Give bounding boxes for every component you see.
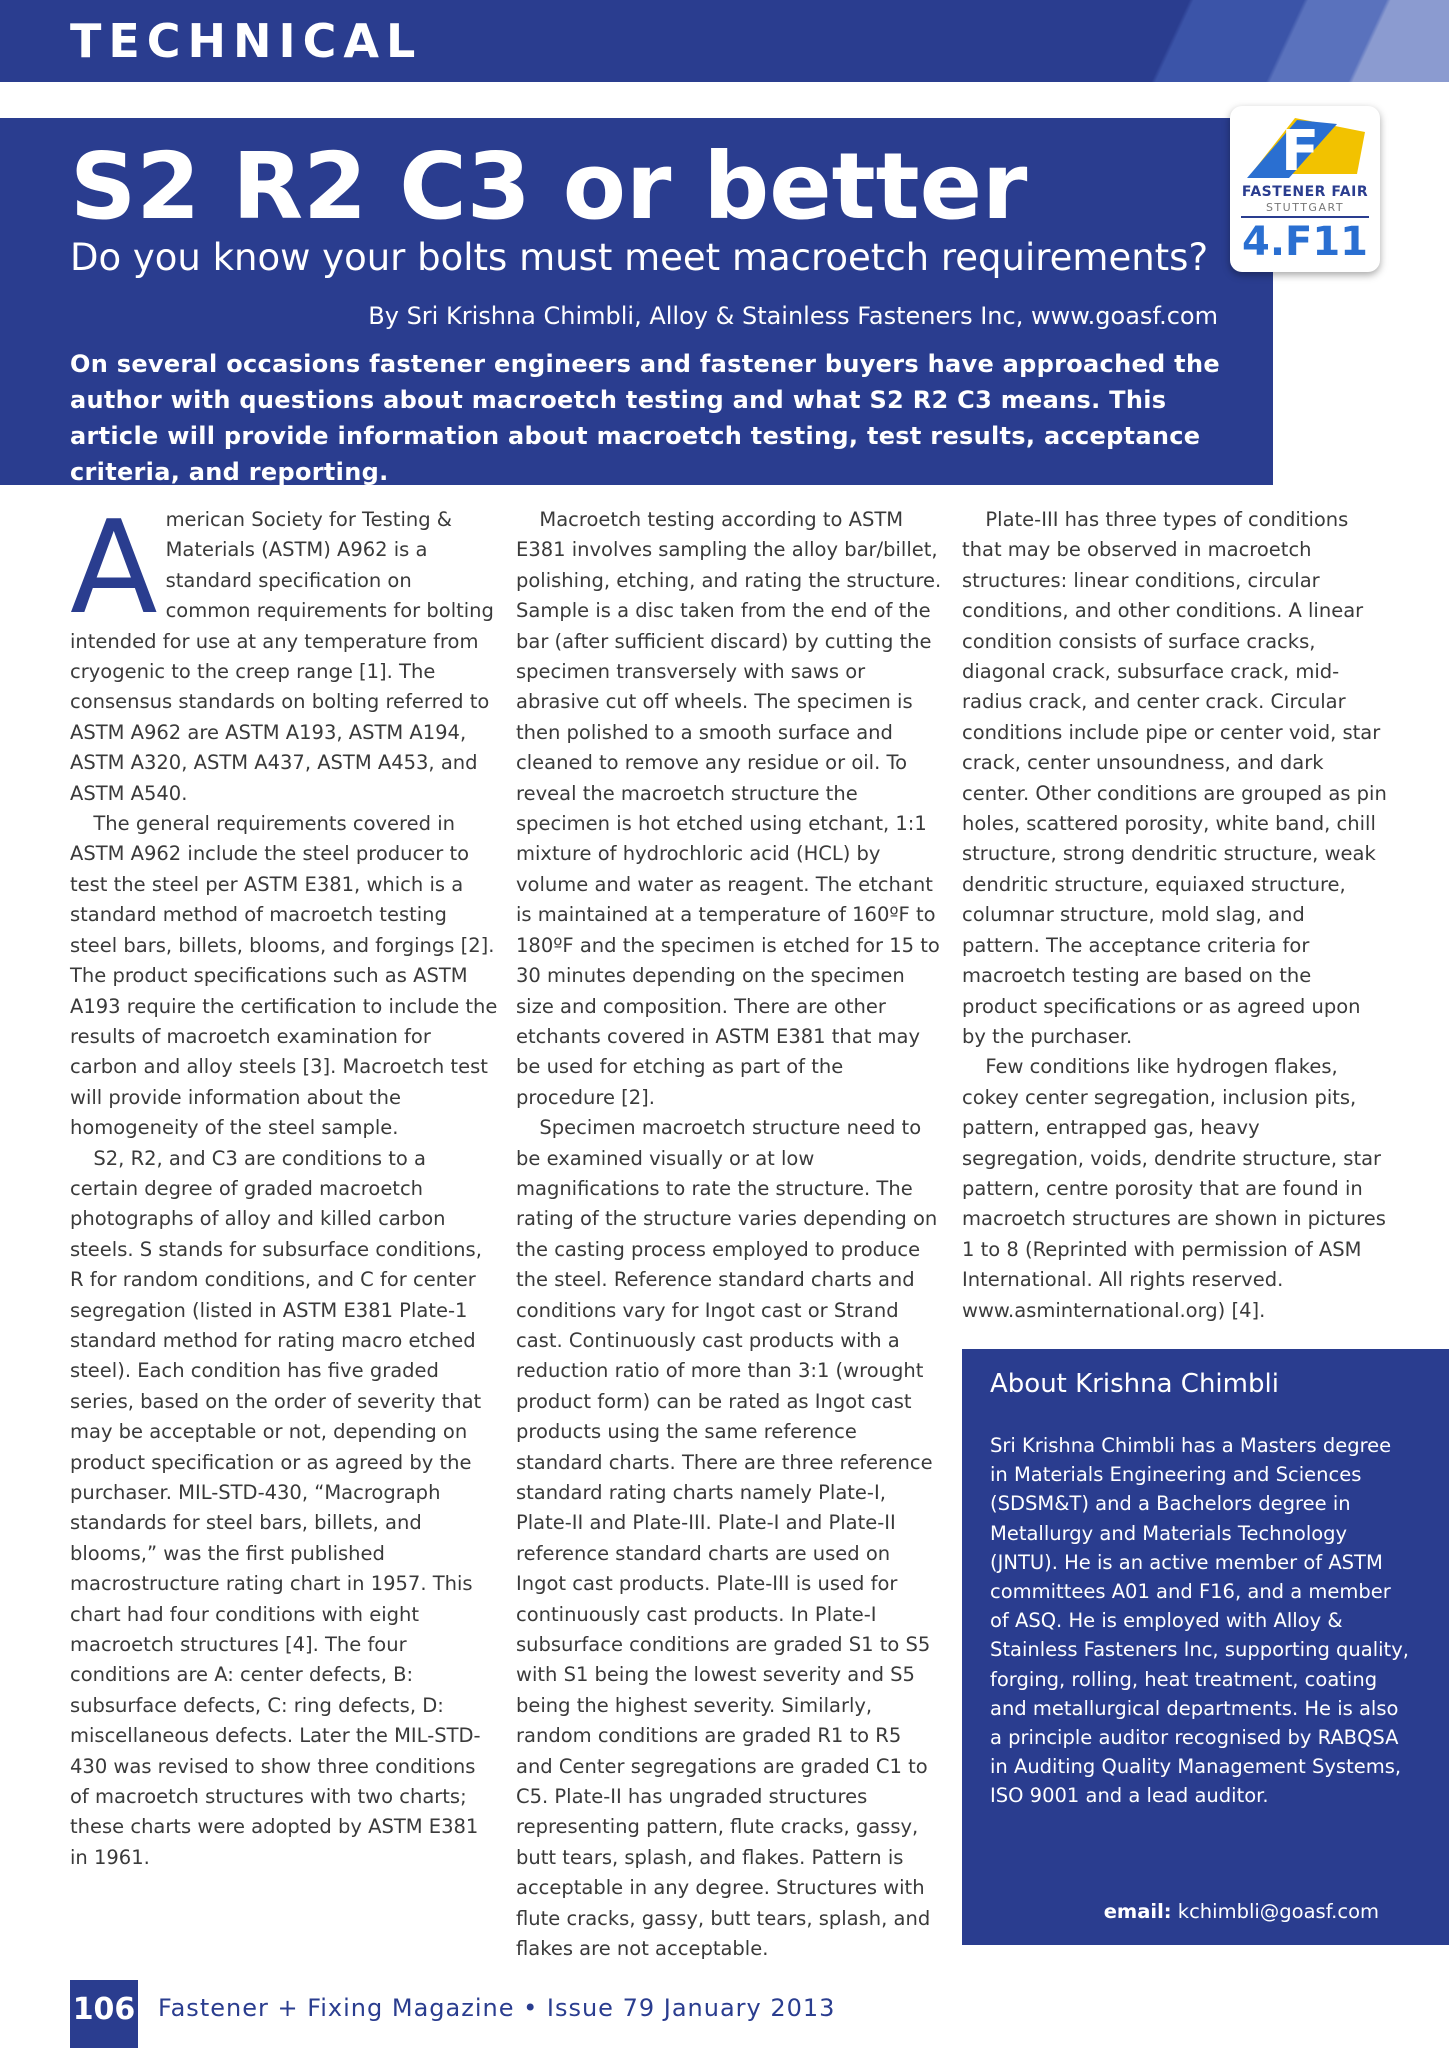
about-title: About Krishna Chimbli	[990, 1369, 1279, 1399]
paragraph-1-text: merican Society for Testing & Materials (ASTM) A962 is a standard specification on common requirements for bolting intended for use at any temperature from cryogenic to the creep range [1]. The consensus standards on bolting referred to ASTM A962 are ASTM A193, ASTM A194, ASTM A320, ASTM A437, ASTM A453, and ASTM A540.	[70, 508, 494, 805]
logo-letter: F	[1281, 119, 1320, 184]
fastener-fair-badge	[1230, 106, 1380, 272]
author-email	[1104, 1900, 1379, 1923]
paragraph-3: S2, R2, and C3 are conditions to a certain degree of graded macroetch photographs of alloy and killed carbon steels. S stands for subsurface conditions, R for random conditions, and C for center segregation (listed in ASTM E381 Plate-1 standard method for rating macro etched steel). Each condition has five graded series, based on the order of severity that may be acceptable or not, depending on product specification or as agreed by the purchaser. MIL-STD-430, “Macrograph standards for steel bars, billets, and blooms,” was the first published macrostructure rating chart in 1957. This chart had four conditions with eight macroetch structures [4]. The four conditions are A: center defects, B: subsurface defects, C: ring defects, D: miscellaneous defects. Later the MIL-STD-430 was revised to show three conditions of macroetch structures with two charts; these charts were adopted by ASTM E381 in 1961.	[70, 1146, 482, 1869]
article-column-1	[70, 494, 498, 1873]
footer-publication: Fastener + Fixing Magazine • Issue 79 January 2013	[158, 1994, 836, 2022]
paragraph-7: Few conditions like hydrogen flakes, cokey center segregation, inclusion pits, pattern, entrapped gas, heavy segregation, voids, dendrite structure, star pattern, centre porosity that are found in macroetch structures are shown in pictures 1 to 8 (Reprinted with permission of ASM International. All rights reserved. www.asminternational.org) [4].	[962, 1055, 1386, 1322]
fastener-fair-logo-icon	[1237, 112, 1373, 184]
article-header	[0, 118, 1273, 485]
article-column-2	[516, 505, 944, 1965]
article-title: S2 R2 C3 or better	[70, 133, 1028, 240]
about-text: Sri Krishna Chimbli has a Masters degree in Materials Engineering and Sciences (SDSM&T) and a Bachelors degree in Metallurgy and Materials Technology (JNTU). He is an active member of ASTM committees A01 and F16, and a member of ASQ. He is employed with Alloy & Stainless Fasteners Inc, supporting quality, forging, rolling, heat treatment, coating and metallurgical departments. He is also a principle auditor recognised by RABQSA in Auditing Quality Management Systems, ISO 9001 and a lead auditor.	[990, 1434, 1409, 1808]
page-number: 106	[70, 1980, 138, 2048]
paragraph-6: Plate-III has three types of conditions that may be observed in macroetch structures: linear conditions, circular conditions, and other conditions. A linear condition consists of surface cracks, diagonal crack, subsurface crack, mid-radius crack, and center crack. Circular conditions include pipe or center void, star crack, center unsoundness, and dark center. Other conditions are grouped as pin holes, scattered porosity, white band, chill structure, strong dendritic structure, weak dendritic structure, equiaxed structure, columnar structure, mold slag, and pattern. The acceptance criteria for macroetch testing are based on the product specifications or as agreed upon by the purchaser.	[962, 508, 1387, 1048]
email-label: email:	[1103, 1900, 1172, 1923]
fair-stand-number: 4.F11	[1241, 219, 1368, 265]
section-label: TECHNICAL	[70, 14, 423, 68]
paragraph-4: Macroetch testing according to ASTM E381 involves sampling the alloy bar/billet, polishing, etching, and rating the structure. Sample is a disc taken from the end of the bar (after sufficient discard) by cutting the specimen transversely with saws or abrasive cut off wheels. The specimen is then polished to a smooth surface and cleaned to remove any residue or oil. To reveal the macroetch structure the specimen is hot etched using etchant, 1:1 mixture of hydrochloric acid (HCL) by volume and water as reagent. The etchant is maintained at a temperature of 160ºF to 180ºF and the specimen is etched for 15 to 30 minutes depending on the specimen size and composition. There are other etchants covered in ASTM E381 that may be used for etching as part of the procedure [2].	[516, 508, 942, 1109]
about-author-box	[962, 1349, 1449, 1945]
banner-stripe	[1029, 0, 1449, 82]
paragraph-1	[70, 494, 498, 809]
article-intro: On several occasions fastener engineers and fastener buyers have approached the author with questions about macroetch testing and what S2 R2 C3 means. This article will provide information about macroetch testing, test results, acceptance criteria, and reporting.	[70, 350, 1220, 486]
paragraph-2: The general requirements covered in ASTM A962 include the steel producer to test the steel per ASTM E381, which is a standard method of macroetch testing steel bars, billets, blooms, and forgings [2]. The product specifications such as ASTM A193 require the certification to include the results of macroetch examination for carbon and alloy steels [3]. Macroetch test will provide information about the homogeneity of the steel sample.	[70, 812, 498, 1140]
fair-city: STUTTGART	[1265, 201, 1345, 214]
top-banner	[0, 0, 1449, 82]
article-byline: By Sri Krishna Chimbli, Alloy & Stainless Fasteners Inc, www.goasf.com	[368, 302, 1218, 330]
fair-name: FASTENER FAIR	[1241, 184, 1369, 200]
paragraph-5: Specimen macroetch structure need to be examined visually or at low magnifications to rate the structure. The rating of the structure varies depending on the casting process employed to produce the steel. Reference standard charts and conditions vary for Ingot cast or Strand cast. Continuously cast products with a reduction ratio of more than 3:1 (wrought product form) can be rated as Ingot cast products using the same reference standard charts. There are three reference standard rating charts namely Plate-I, Plate-II and Plate-III. Plate-I and Plate-II reference standard charts are used on Ingot cast products. Plate-III is used for continuously cast products. In Plate-I subsurface conditions are graded S1 to S5 with S1 being the lowest severity and S5 being the highest severity. Similarly, random conditions are graded R1 to R5 and Center segregations are graded C1 to C5. Plate-II has ungraded structures representing pattern, flute cracks, gassy, butt tears, splash, and flakes. Pattern is acceptable in any degree. Structures with flute cracks, gassy, butt tears, splash, and flakes are not acceptable.	[516, 1116, 938, 1961]
article-subtitle: Do you know your bolts must meet macroetch requirements?	[70, 236, 1209, 279]
article-column-3	[962, 505, 1387, 1326]
email-address[interactable]: kchimbli@goasf.com	[1177, 1900, 1379, 1923]
drop-cap: A	[70, 494, 158, 643]
